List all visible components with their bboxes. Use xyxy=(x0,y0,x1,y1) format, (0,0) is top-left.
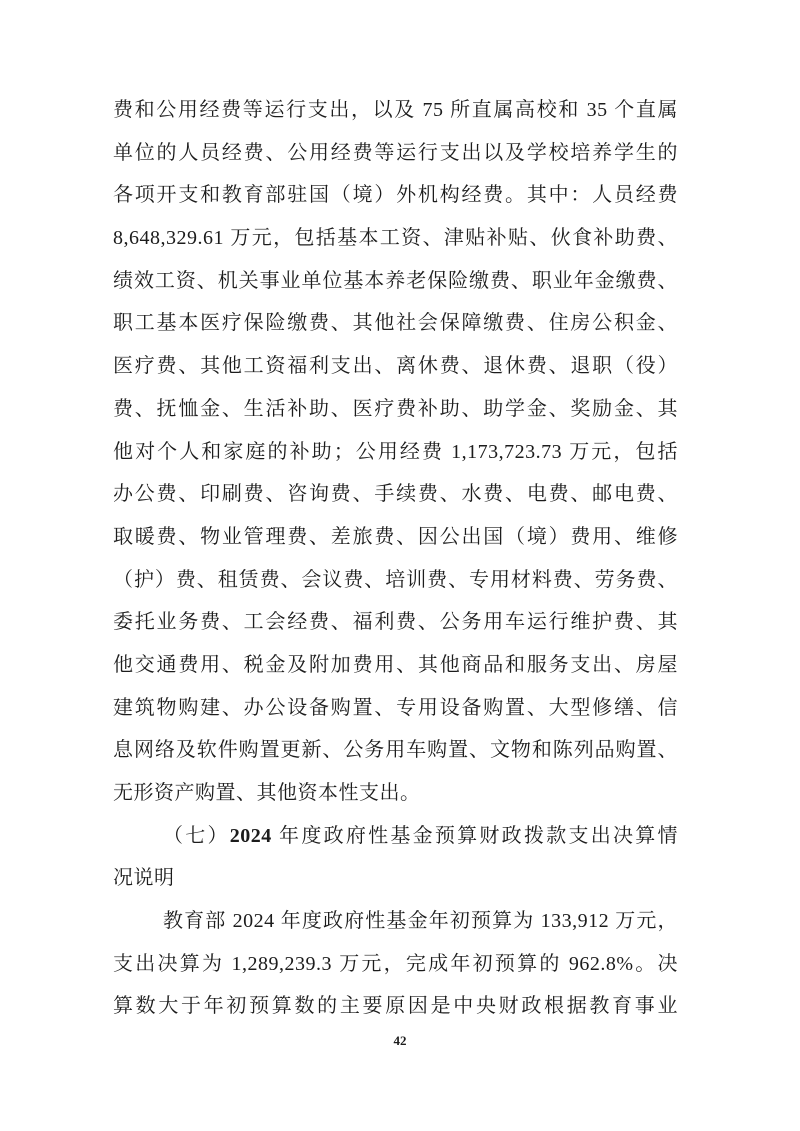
text-line: 办公费、印刷费、咨询费、手续费、水费、电费、邮电费、 xyxy=(113,483,678,506)
text-line: 医疗费、其他工资福利支出、离休费、退休费、退职（役） xyxy=(113,355,678,378)
text-line: （护）费、租赁费、会议费、培训费、专用材料费、劳务费、 xyxy=(113,568,678,591)
text-line: 建筑物购建、办公设备购置、专用设备购置、大型修缮、信 xyxy=(113,696,678,719)
text-line: 支出决算为 1,289,239.3 万元，完成年初预算的 962.8%。决 xyxy=(113,952,678,975)
text-line: 算数大于年初预算数的主要原因是中央财政根据教育事业 xyxy=(113,995,678,1018)
text-line: 绩效工资、机关事业单位基本养老保险缴费、职业年金缴费、 xyxy=(113,269,678,292)
section-heading-line-2: 况说明 xyxy=(113,867,175,890)
text-line: 教育部 2024 年度政府性基金年初预算为 133,912 万元， xyxy=(163,910,678,933)
page-text xyxy=(113,89,678,1028)
text-segment: （七） xyxy=(163,824,230,847)
text-line: 取暖费、物业管理费、差旅费、因公出国（境）费用、维修 xyxy=(113,525,678,548)
text-segment: 2024 xyxy=(229,824,272,847)
text-segment: 年度政府性基金预算财政拨款支出决算情 xyxy=(271,824,679,847)
text-line: 职工基本医疗保险缴费、其他社会保障缴费、住房公积金、 xyxy=(113,312,678,335)
text-line: 他对个人和家庭的补助；公用经费 1,173,723.73 万元，包括 xyxy=(113,440,678,463)
page-number: 42 xyxy=(393,1033,407,1048)
text-line: 8,648,329.61 万元，包括基本工资、津贴补贴、伙食补助费、 xyxy=(113,227,678,250)
text-line: 费和公用经费等运行支出，以及 75 所直属高校和 35 个直属 xyxy=(113,99,678,121)
text-line: 委托业务费、工会经费、福利费、公务用车运行维护费、其 xyxy=(113,611,678,634)
text-line: 无形资产购置、其他资本性支出。 xyxy=(113,782,421,804)
text-line: 各项开支和教育部驻国（境）外机构经费。其中：人员经费 xyxy=(113,184,678,207)
section-heading-line-1 xyxy=(113,815,678,858)
text-line: 单位的人员经费、公用经费等运行支出以及学校培养学生的 xyxy=(113,141,678,164)
text-line: 息网络及软件购置更新、公务用车购置、文物和陈列品购置、 xyxy=(113,739,678,762)
text-line: 他交通费用、税金及附加费用、其他商品和服务支出、房屋 xyxy=(113,653,678,676)
text-line: 费、抚恤金、生活补助、医疗费补助、助学金、奖励金、其 xyxy=(113,397,678,420)
